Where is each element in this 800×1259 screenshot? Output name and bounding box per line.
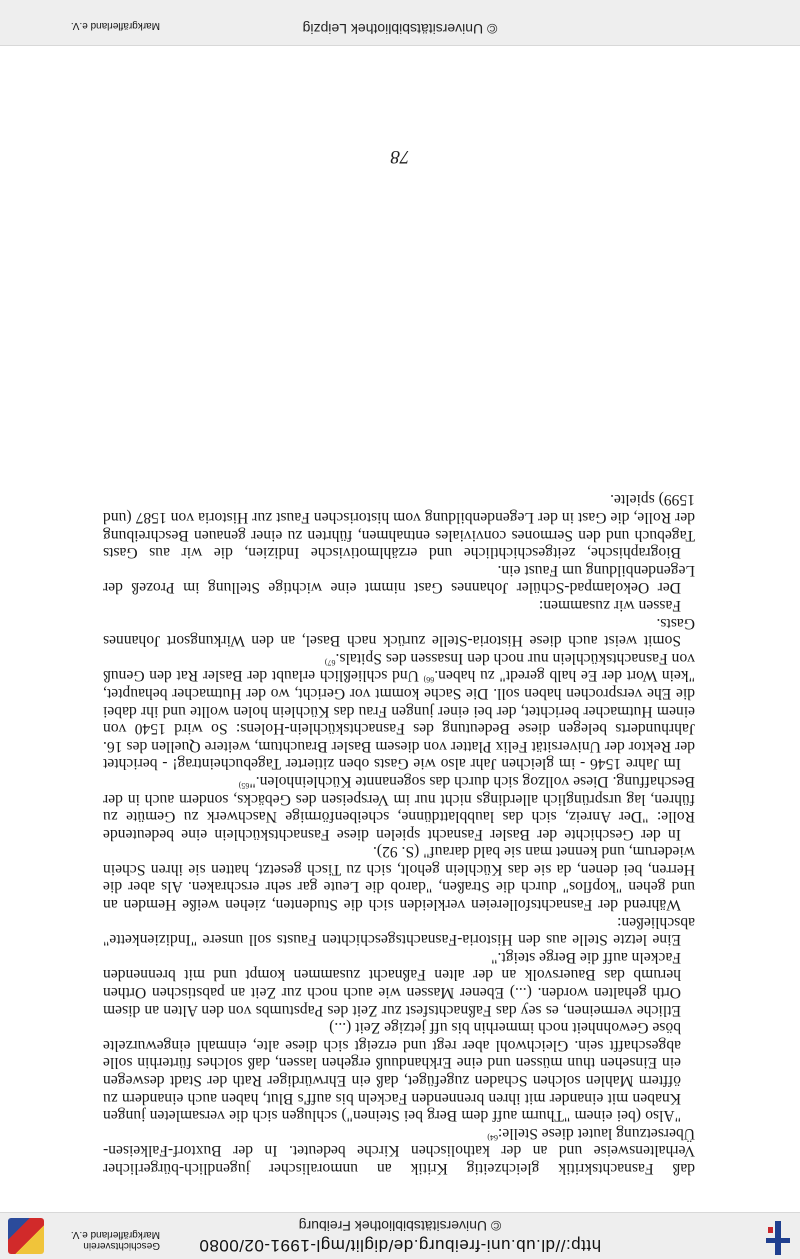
society-crest-icon [8, 1218, 44, 1254]
paragraph: Biographische, zeitgeschichtliche und erzählmotivische Indizien, die wir aus Gasts Tagebuch und den Sermones conviviales entnahmen, führten zu einer genauen Beschreibung der Rolle, die Gast in der Legendenbildung vom historischen Faust zur Historia von 1587 (und 1599) spielte. [103, 491, 695, 562]
quotation: Etliche vermeinen, es sey das Faßnachtsfest zur Zeit des Papstumbs von den Alten an disem Orth gehalten worden. (...) Ebener Massen wie auch noch zur Zeit an pabstischen Orthen herumb das Bauersvolk an der alten Faßnacht zusammen kompt und mit brennenden Fackeln auff die Berge steigt." [103, 948, 681, 1019]
paragraph: Im Jahre 1546 - im gleichen Jahr also wie Gasts oben zitierter Tagebucheintrag! - berichtet der Rektor der Universität Felix Platter von diesem Basler Brauchtum, weitere Quellen des 16. Jahrhunderts belegen diese Bedeutung des Fasnachtsküchlein-Holens: So wird 1540 von einem Hutmacher berichtet, der bei einer jungen Frau das Küchlein holen wollte und ihr dabei die Ehe versprochen haben soll. Die Sache kommt vor Gericht, wo der Hutmacher behauptet, "kein Wort der Ee halb geredt" zu haben.$^{66)}$ Und schließlich erlaubt der Basler Rat den Genuß von Fasnachtsküchlein nur noch den Insassen des Spitals.$^{67)}$ [103, 649, 695, 773]
footer-org-name: Markgräflerland e.V. [70, 20, 160, 31]
paragraph: Somit weist auch diese Historia-Stelle zurück nach Basel, an den Wirkungsort Johannes Gasts. [103, 614, 695, 650]
footer-copyright: © Universitätsbibliothek Leipzig [302, 21, 498, 37]
footer-banner [0, 0, 800, 46]
header-banner [0, 1212, 800, 1259]
paragraph: daß Fasnachtskritik gleichzeitig Kritik an unmoralischer jugendlich-bürgerlicher Verhaltensweise und an der katholischen Kirche bedeutet. In der Buxtorf-Falkeisen-Übersetzung lautet diese Stelle:$^{64)}$ [103, 1124, 695, 1177]
paragraph: Während der Fasnachtsfollereien verkleiden sich die Studenten, ziehen weiße Hemden an und gehen "kopflos" durch die Straßen, "darob die Leute gar sehr erschraken. Als aber die Herren, bei denen, da sie das Küchlein geholt, sich zu Tisch gesetzt, hatten sie ihren Schein wiederum, und kennet man sie bald darauf" (S. 92). [103, 843, 695, 914]
paragraph: In der Geschichte der Basler Fasnacht spielen diese Fasnachtsküchlein eine bedeutende Rolle: "Der Anreiz, sich das laubblattdünne, scheibenförmige Naschwerk zu Gemüte zu führen, lag ursprünglich allerdings nicht nur im Verspeisen des Gebäcks, sondern auch in der Beschaffung. Diese vollzog sich durch das sogenannte Küchleinholen."$^{65)}$ [103, 772, 695, 843]
body-text [103, 491, 695, 1177]
paragraph: Der Oekolampad-Schüler Johannes Gast nimmt eine wichtige Stellung im Prozeß der Legendenbildung um Faust ein. [103, 561, 695, 597]
quotation: "Also (bei einem "Thurm auff dem Berg bei Steinen") schlugen sich die versamleten jungen Knaben mit einander mit ihren brennenden Fackeln bis auff's Blut, haben auch einandern zu öfftern Mahlen solchen Schaden zugefüget, daß ein Ehrwürdiger Rath der Stadt deswegen ein Einsehen thun müssen und eine Erkhanduuß ergehen lassen, daß solches fürterhin solle abgeschafft sein. Gleichwohl aber regt und erzeigt sich diese alte, einmahl eingewurzelte böse Gewohnheit noch immerhin bis uff jetzige Zeit (...) [103, 1019, 681, 1125]
org-name-line-2: Geschichtsverein [83, 1240, 160, 1251]
page-url[interactable]: http://dl.ub.uni-freiburg.de/diglit/mgl-1991-02/0080 [198, 1236, 602, 1255]
copyright-notice: © Universitätsbibliothek Freiburg [298, 1218, 502, 1234]
paragraph: Fassen wir zusammen: [538, 597, 681, 614]
paragraph: Eine letzte Stelle aus den Historia-Fasnachtsgeschichten Fausts soll unsere "Indizienkette" abschließen: [103, 913, 695, 949]
org-name-line-1: Markgräflerland e.V. [70, 1229, 160, 1240]
page-number: 78 [390, 146, 410, 167]
org-name [50, 1229, 160, 1251]
